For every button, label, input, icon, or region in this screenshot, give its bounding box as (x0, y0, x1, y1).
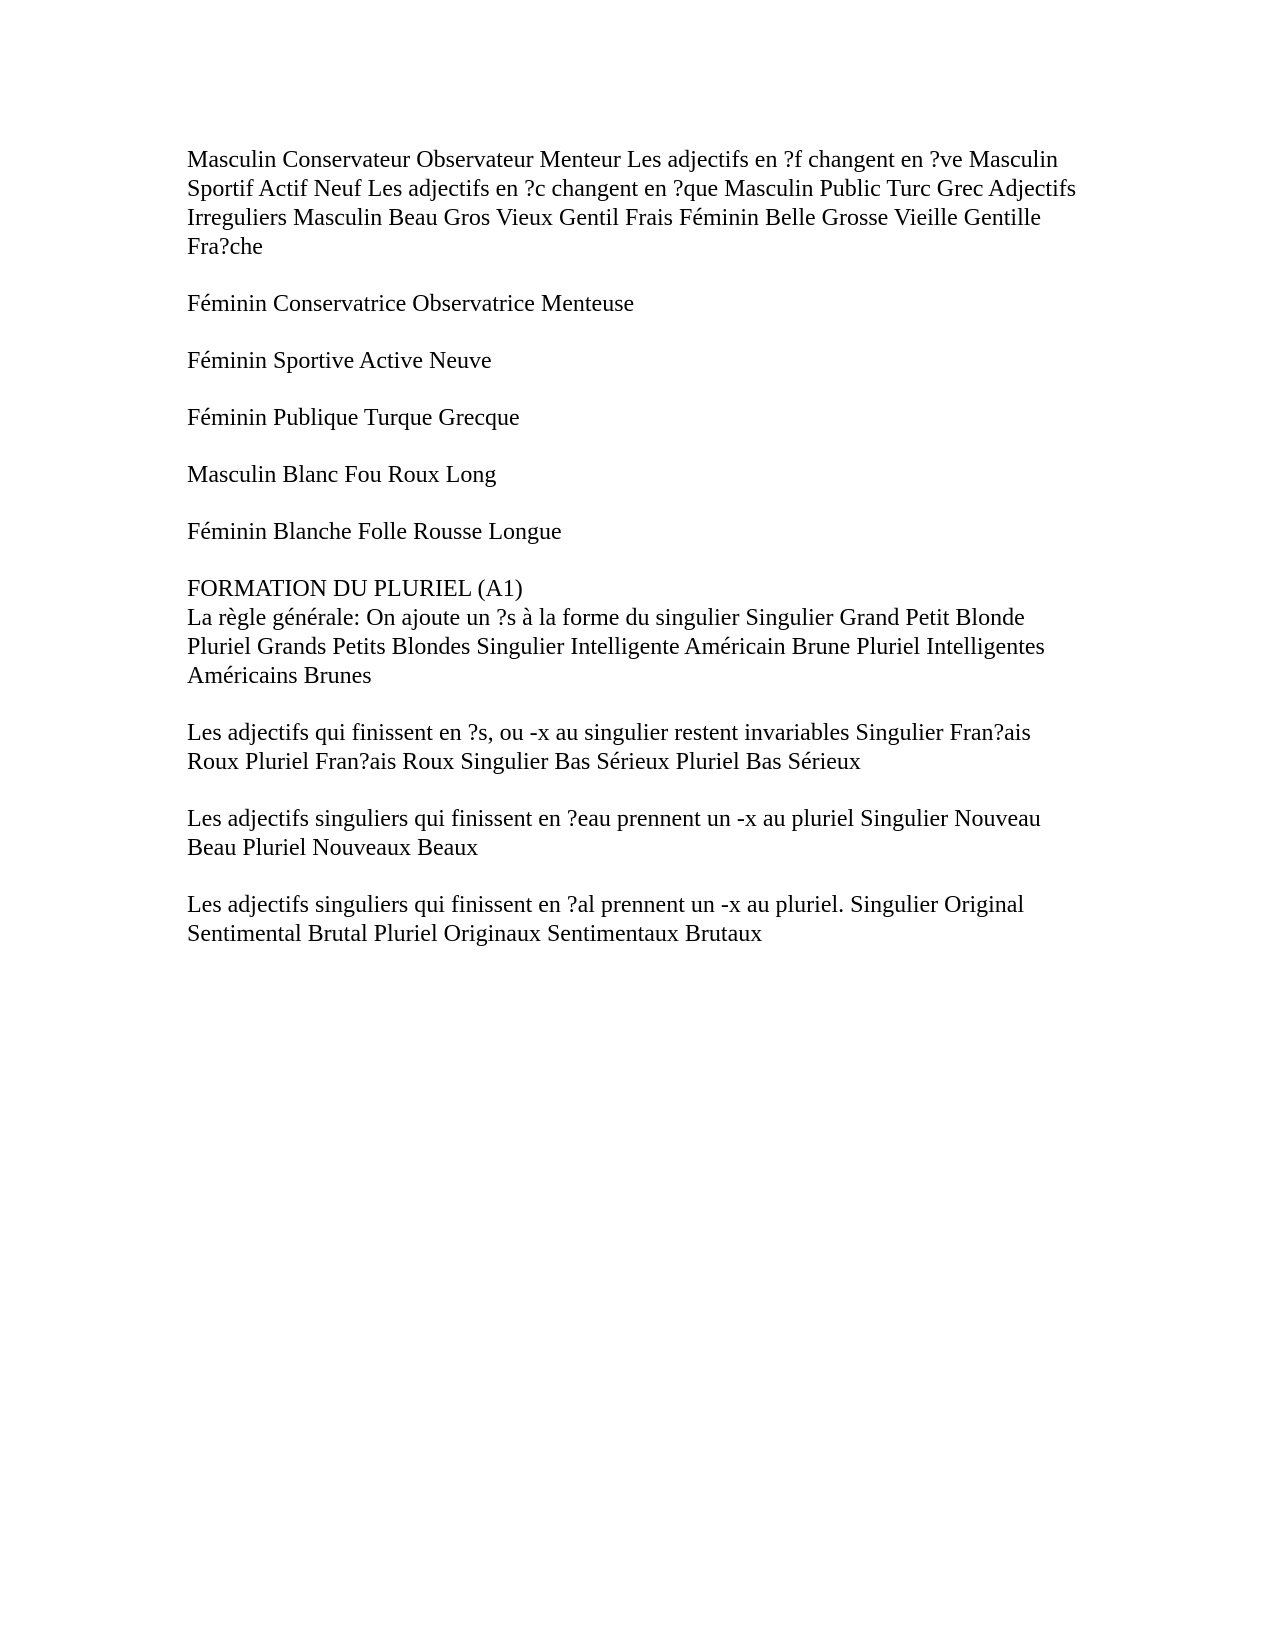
paragraph-masculine-special: Masculin Blanc Fou Roux Long (187, 462, 497, 488)
paragraph-feminine-special: Féminin Blanche Folle Rousse Longue (187, 519, 562, 545)
paragraph-feminine-ive: Féminin Sportive Active Neuve (187, 348, 492, 374)
paragraph-adjectives-masculine-irregular: Masculin Conservateur Observateur Menteur Les adjectifs en ?f changent en ?ve Masculin Sportif Actif Neuf Les adjectifs en ?c changent en ?que Masculin Public Turc Grec Adjectifs Irreguliers Masculin Beau Gros Vieux Gentil Frais Féminin Belle Grosse Vieille Gentille Fra?che (187, 147, 1077, 260)
plural-general-rule: La règle générale: On ajoute un ?s à la forme du singulier Singulier Grand Petit Blonde Pluriel Grands Petits Blondes Singulier Intelligente Américain Brune Pluriel Intelligentes Américains Brunes (187, 605, 1045, 689)
plural-eau-rule: Les adjectifs singuliers qui finissent en ?eau prennent un -x au pluriel Singulier Nouveau Beau Pluriel Nouveaux Beaux (187, 806, 1041, 861)
paragraph-feminine-que: Féminin Publique Turque Grecque (187, 405, 520, 431)
paragraph-feminine-trice-euse: Féminin Conservatrice Observatrice Menteuse (187, 291, 635, 317)
plural-heading: FORMATION DU PLURIEL (A1) (187, 576, 523, 602)
plural-al-rule: Les adjectifs singuliers qui finissent en ?al prennent un -x au pluriel. Singulier Original Sentimental Brutal Pluriel Originaux Sentimentaux Brutaux (187, 892, 1025, 947)
plural-invariable-rule: Les adjectifs qui finissent en ?s, ou -x au singulier restent invariables Singulier Fran?ais Roux Pluriel Fran?ais Roux Singulier Bas Sérieux Pluriel Bas Sérieux (187, 720, 1031, 775)
plural-section (187, 575, 1087, 691)
document-body (187, 146, 1087, 977)
